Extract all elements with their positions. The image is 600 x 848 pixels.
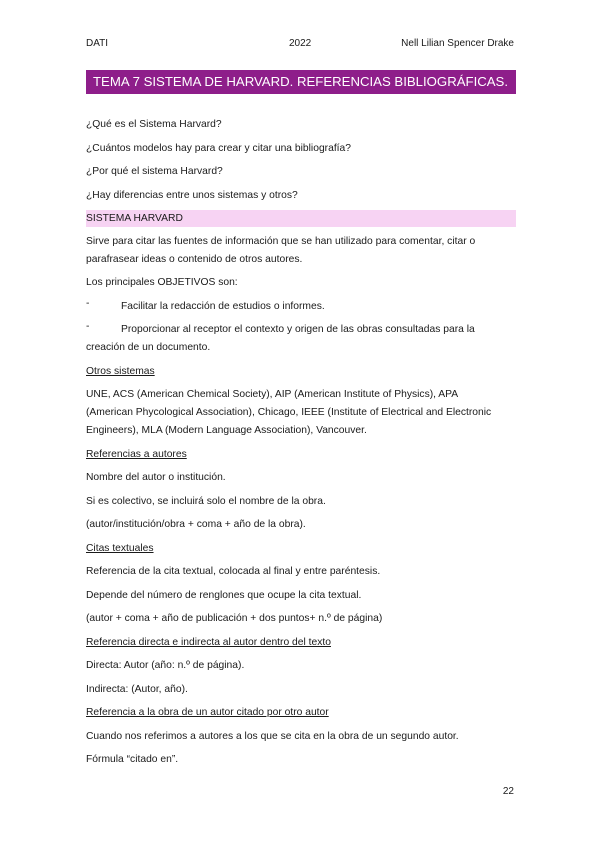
page-number: 22 <box>502 786 514 797</box>
obra-citada-line1: Cuando nos referimos a autores a los que se cita en la obra de un segundo autor. <box>86 730 459 742</box>
citas-heading: Citas textuales <box>86 542 154 554</box>
harvard-intro-line2: parafrasear ideas o contenido de otros autores. <box>86 253 303 265</box>
directa-heading: Referencia directa e indirecta al autor dentro del texto <box>86 636 331 648</box>
bullet-text-2-line2: creación de un documento. <box>86 342 211 353</box>
citas-line1: Referencia de la cita textual, colocada al final y entre paréntesis. <box>86 566 381 577</box>
ref-autores-line1: Nombre del autor o institución. <box>86 472 226 483</box>
header-right: Nell Lilian Spencer Drake <box>401 38 514 49</box>
page-title: TEMA 7 SISTEMA DE HARVARD. REFERENCIAS BIBLIOGRÁFICAS. <box>86 70 516 94</box>
objectives-label: Los principales OBJETIVOS son: <box>86 277 238 288</box>
question-4: ¿Hay diferencias entre unos sistemas y otros? <box>86 189 298 201</box>
otros-sistemas-heading: Otros sistemas <box>86 365 155 377</box>
harvard-intro-line1: Sirve para citar las fuentes de información que se han utilizado para comentar, citar o <box>86 235 476 247</box>
bullet-dash: - <box>86 297 90 309</box>
bullet-text-2-line1: Proporcionar al receptor el contexto y origen de las obras consultadas para la <box>121 324 475 335</box>
citas-line3: (autor + coma + año de publicación + dos puntos+ n.º de página) <box>86 613 383 624</box>
document-body <box>86 116 516 769</box>
otros-line3: Engineers), MLA (Modern Language Association), Vancouver. <box>86 425 367 436</box>
directa-line2: Indirecta: (Autor, año). <box>86 683 188 695</box>
obra-citada-heading: Referencia a la obra de un autor citado por otro autor <box>86 707 329 718</box>
bullet-text-1: Facilitar la redacción de estudios o informes. <box>121 300 325 312</box>
ref-autores-line3: (autor/institución/obra + coma + año de la obra). <box>86 519 306 530</box>
question-3: ¿Por qué el sistema Harvard? <box>86 166 223 177</box>
directa-line1: Directa: Autor (año: n.º de página). <box>86 660 245 671</box>
otros-line1: UNE, ACS (American Chemical Society), AIP (American Institute of Physics), APA <box>86 389 459 400</box>
obra-citada-line2: Fórmula “citado en”. <box>86 754 179 765</box>
question-2: ¿Cuántos modelos hay para crear y citar una bibliografía? <box>86 142 351 154</box>
question-1: ¿Qué es el Sistema Harvard? <box>86 119 222 130</box>
otros-line2: (American Phycological Association), Chicago, IEEE (Institute of Electrical and Electronic <box>86 407 492 418</box>
bullet-item-1 <box>86 298 516 316</box>
section-heading-harvard: SISTEMA HARVARD <box>86 210 516 227</box>
ref-autores-line2: Si es colectivo, se incluirá solo el nombre de la obra. <box>86 495 326 507</box>
citas-line2: Depende del número de renglones que ocupe la cita textual. <box>86 589 362 601</box>
bullet-item-2 <box>86 321 516 339</box>
ref-autores-heading: Referencias a autores <box>86 448 187 460</box>
bullet-dash: - <box>86 321 90 332</box>
header-center: 2022 <box>289 38 312 49</box>
header-left: DATI <box>86 38 109 49</box>
